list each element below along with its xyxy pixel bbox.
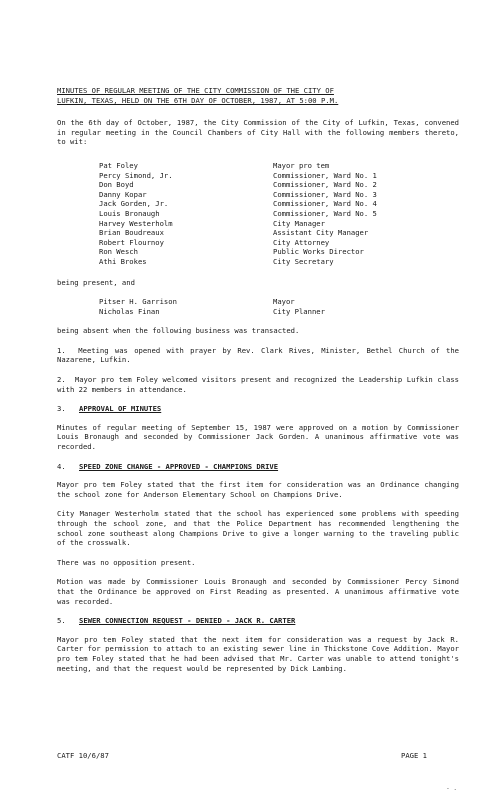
section-heading: [57, 404, 459, 414]
roster-row: [99, 209, 459, 219]
section-paragraph: Minutes of regular meeting of September 15, 1987 were approved on a motion by Commissioner Louis Bronaugh and seconded by Commissioner Jack Gorden. A unanimous affirmative vote was recorded.: [57, 422, 459, 452]
section-title: APPROVAL OF MINUTES: [79, 404, 162, 414]
roster-name: Pat Foley: [99, 160, 138, 170]
roster-role: City Manager: [273, 218, 325, 228]
roster-row: [99, 199, 459, 209]
roster-name: Ron Wesch: [99, 247, 138, 257]
roster-name: Louis Bronaugh: [99, 208, 160, 218]
present-suffix: being present, and: [57, 277, 135, 287]
section-heading: [57, 462, 459, 472]
roster-name: Nicholas Finan: [99, 306, 160, 316]
section-paragraph: Mayor pro tem Foley stated that the next item for consideration was a request by Jack R. Carter for permission to attach to an existing sewer line in Thickstone Cove Addition. Mayor pro tem Foley stated that he had been advised that Mr. Carter was unable to attend tonight's meeting, and that the request would be represented by Dick Lambing.: [57, 634, 459, 673]
roster-name: Brian Boudreaux: [99, 228, 164, 238]
roster-role: Public Works Director: [273, 247, 364, 257]
present-roster: [99, 161, 459, 267]
roster-name: Robert Flournoy: [99, 237, 164, 247]
roster-role: Commissioner, Ward No. 3: [273, 189, 377, 199]
minutes-title: [57, 86, 459, 105]
item-number: 2.: [57, 375, 66, 385]
item-number: 1.: [57, 345, 66, 355]
roster-row: [99, 180, 459, 190]
roster-role: Commissioner, Ward No. 1: [273, 170, 377, 180]
intro-paragraph: On the 6th day of October, 1987, the City Commission of the City of Lufkin, Texas, convened in regular meeting in the Council Chambers of City Hall with the following members thereto, to wit:: [57, 118, 459, 147]
section-paragraph: Mayor pro tem Foley stated that the first item for consideration was an Ordinance changing the school zone for Anderson Elementary School on Champions Drive.: [57, 480, 459, 499]
page-footer: [57, 751, 427, 761]
roster-role: Commissioner, Ward No. 2: [273, 180, 377, 190]
section-number: 3.: [57, 404, 66, 414]
roster-role: Commissioner, Ward No. 4: [273, 199, 377, 209]
section-number: 4.: [57, 461, 66, 471]
section-title: SEWER CONNECTION REQUEST - DENIED - JACK R. CARTER: [79, 616, 296, 626]
item-paragraph: [57, 346, 459, 365]
roster-name: Don Boyd: [99, 180, 134, 190]
roster-row: [99, 247, 459, 257]
section-paragraph: Motion was made by Commissioner Louis Bronaugh and seconded by Commissioner Percy Simond that the Ordinance be approved on First Reading as presented. A unanimous affirmative vote was recorded.: [57, 577, 459, 606]
roster-name: Danny Kopar: [99, 189, 147, 199]
roster-name: Percy Simond, Jr.: [99, 170, 173, 180]
roster-row: [99, 161, 459, 171]
roster-role: City Secretary: [273, 256, 334, 266]
absent-suffix: being absent when the following business was transacted.: [57, 326, 300, 336]
roster-role: Mayor: [273, 297, 295, 307]
roster-role: City Attorney: [273, 237, 330, 247]
section-title: SPEED ZONE CHANGE - APPROVED - CHAMPIONS DRIVE: [79, 461, 279, 471]
item-text: Mayor pro tem Foley welcomed visitors present and recognized the Leadership Lufkin class with 22 members in attendance.: [57, 375, 459, 394]
roster-row: [99, 238, 459, 248]
roster-row: [99, 171, 459, 181]
roster-row: [99, 257, 459, 267]
roster-role: City Planner: [273, 306, 325, 316]
section-number: 5.: [57, 616, 66, 626]
section-paragraph: City Manager Westerholm stated that the school has experienced some problems with speeding through the school zone, and that the Police Department has recommended lengthening the school zone southeast along Champions Drive to give a longer warning to the traveling public of the crosswalk.: [57, 509, 459, 548]
roster-row: [99, 190, 459, 200]
roster-row: [99, 219, 459, 229]
roster-row: [99, 307, 459, 317]
item-text: Meeting was opened with prayer by Rev. Clark Rives, Minister, Bethel Church of the Nazarene, Lufkin.: [57, 345, 459, 365]
roster-role: Commissioner, Ward No. 5: [273, 208, 377, 218]
absent-roster: [99, 297, 459, 316]
corner-mark: - .: [446, 785, 457, 793]
title-line-1: MINUTES OF REGULAR MEETING OF THE CITY COMMISSION OF THE CITY OF: [57, 86, 334, 95]
page-number: PAGE 1: [401, 751, 427, 760]
roster-name: Jack Gorden, Jr.: [99, 199, 169, 209]
item-paragraph: [57, 375, 459, 394]
section-paragraph: There was no opposition present.: [57, 557, 196, 567]
roster-row: [99, 228, 459, 238]
roster-role: Assistant City Manager: [273, 228, 369, 238]
roster-name: Pitser H. Garrison: [99, 297, 177, 307]
roster-role: Mayor pro tem: [273, 160, 330, 170]
section-heading: [57, 616, 459, 626]
roster-name: Harvey Westerholm: [99, 218, 173, 228]
roster-row: [99, 297, 459, 307]
title-line-2: LUFKIN, TEXAS, HELD ON THE 6TH DAY OF OCTOBER, 1987, AT 5:00 P.M.: [57, 95, 339, 105]
roster-name: Athi Brokes: [99, 256, 147, 266]
footer-date: CATF 10/6/87: [57, 751, 109, 760]
